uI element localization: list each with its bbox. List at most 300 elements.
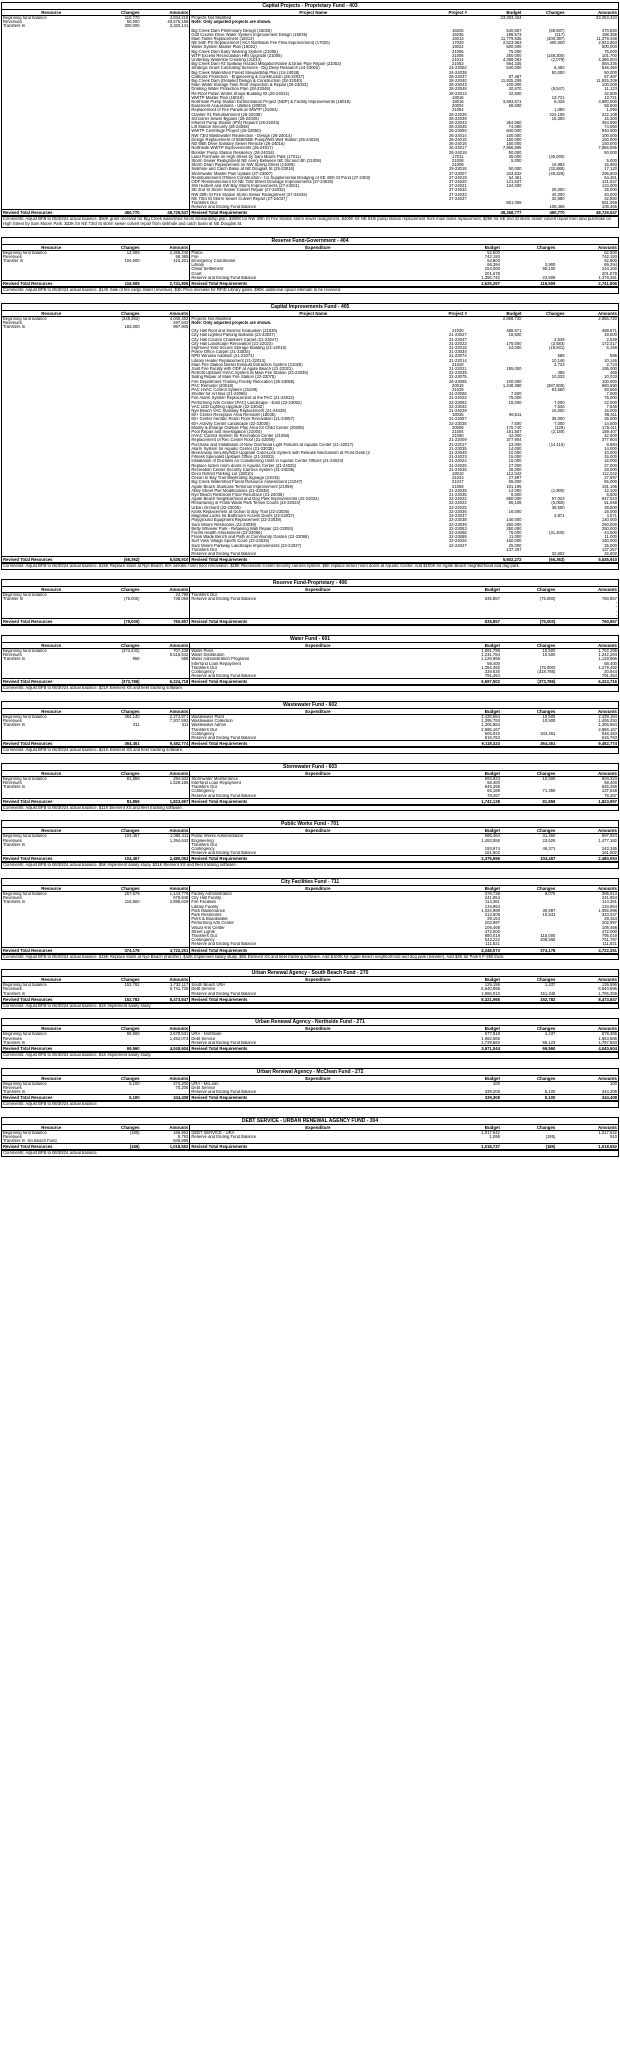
expenditure-value: 150,000 [601,539,617,544]
expenditure-label: NW 30th St Fire Station Storm Sewer Realignment (27-24033) [190,193,436,197]
column-header: Budget [445,977,500,983]
expenditure-label: WWTP Master Plan (18016) [190,96,436,100]
total-label: Revised Total Resources [2,856,101,862]
total-value: 5,535,910 [566,557,618,563]
resource-value: 707,438 [173,648,189,653]
expenditure-label: Note: Only adjusted projects are shown. [190,20,436,24]
resource-value: 116,500 [124,900,140,905]
total-label: Revised Total Requirements [190,618,446,624]
expenditure-label: Library Heater Replacement (21-22014) [190,359,436,363]
expenditure-value: 11,825,209 [596,79,617,84]
column-header: Changes [501,886,556,892]
total-label: Revised Total Resources [2,996,101,1002]
expenditure-label: Reserve and Ending Fund Balance [190,276,446,281]
expenditure-value: 121,537 [601,179,617,184]
expenditure-label: Easement Acquisitions - Utilities (20002) [190,104,436,108]
expenditure-value: (1,900) [551,488,565,493]
expenditure-value: 343,832 [506,171,522,176]
total-value: 5,535,910 [141,557,190,563]
total-value: 81,859 [501,798,556,804]
expenditure-value: 21-23066 [448,392,467,397]
expenditure-value: 751,787 [601,938,617,943]
expenditure-value: 21006 [451,53,464,58]
total-value: 116,509 [101,280,141,286]
fund-section [1,969,619,1009]
expenditure-value: 500,000 [506,45,522,50]
column-header: Expenditure [190,709,446,715]
resource-value: 1,143,776 [169,891,189,896]
column-header: Project Name [190,311,436,317]
expenditure-value: 1,306,884 [598,723,617,728]
expenditure-value: 100,000 [506,83,522,88]
expenditure-value: 1,691,796 [481,648,500,653]
expenditure-value: 1,095 [489,1135,500,1140]
expenditure-value: 58,400 [604,661,617,666]
expenditure-label: Public Works Administration [190,834,446,839]
expenditure-value: 15,300 [551,116,565,121]
expenditure-label: URA - Northside [190,1032,446,1037]
expenditure-label: Northside WWTP Improvements (26-24017) [190,146,436,150]
column-header: Changes [501,1076,556,1082]
expenditure-value: 202,997 [601,921,617,926]
expenditure-value: 15035 [451,32,464,37]
expenditure-value: 343,451 [540,731,556,736]
expenditure-label: Reserve and Ending Fund Balance [190,794,446,799]
expenditure-value: 791,454 [601,674,617,679]
fund-comment: Comments: Adjust BFB to 06/30/24 actual balance. $1K Implement salary study. [2,1003,618,1009]
expenditure-value: 5,000 [606,158,617,163]
expenditure-value: 125,159 [484,982,500,988]
fund-table [2,311,618,564]
fund-section [1,820,619,869]
expenditure-label: Alarm System for Aquatic Center (21-23035) [190,447,436,451]
expenditure-label: Pool Repair and Investigation (21004) [190,430,436,434]
column-header: Changes [501,587,556,593]
expenditure-label: Northside Pump Station Dichlorination Project (NDP) & Facility Improvements (18016) [190,100,436,104]
expenditure-value: 21-22014 [448,358,467,363]
expenditure-value: 17011 [452,154,464,159]
expenditure-value: 22-23039 [448,371,467,376]
total-value: 1,018,737 [445,1144,500,1150]
expenditure-value: 604,323 [601,776,617,781]
expenditure-value: 42,000 [508,434,522,439]
resource-value: 364,140 [124,714,140,719]
total-value: 5,100 [501,1095,556,1101]
expenditure-value: 14,000 [508,446,522,451]
resource-label: Transfer In [3,596,24,601]
expenditure-label: Clarifier #1 Refurbishment (26-22038) [190,113,436,117]
fund-title: Water Fund - 601 [2,636,618,643]
resource-label: Revenues [3,254,22,259]
expenditure-value: 198,356 [601,32,617,37]
total-label: Revised Total Requirements [190,947,446,953]
expenditure-value: 151,345 [540,991,556,996]
column-header: Amounts [566,311,618,317]
expenditure-value: 32,602 [604,551,617,556]
expenditure-label: Projects Not Modified [190,16,436,21]
expenditure-value: 1,477,182 [598,838,617,843]
fund-comment: Comments: Adjust BFB to 06/30/24 actual balance. $14K Sale of fire cargo trailer (revenue). $3K Price increase for RFID Library gates. $90K additional opioid estimate to be received. [2,287,618,293]
resource-value: (75,000) [123,596,140,601]
column-header: Expenditure [190,886,446,892]
expenditure-value: 241,854 [601,896,617,901]
expenditure-value: 6,429 [554,100,565,105]
expenditure-value: 137,257 [601,547,617,552]
resource-label: Beginning fund balance [3,316,47,321]
expenditure-value: 488,671 [506,329,522,334]
expenditure-value: 175,740 [506,425,522,430]
expenditure-value: 1,129,966 [598,657,617,662]
column-header: Resource [2,587,101,593]
expenditure-label: Engineering [190,839,446,843]
expenditure-value: 101,700 [601,53,617,58]
expenditure-value: 17020 [451,41,464,46]
expenditure-value: 58,500 [604,104,617,109]
expenditure-value: 7,000 [554,421,565,426]
resource-value: 12,009 [126,250,140,255]
expenditure-value: (2,683) [551,341,565,346]
expenditure-value: 2,923,953 [598,41,617,46]
expenditure-value: 27,697 [508,476,522,481]
total-value: 5,100 [101,1095,141,1101]
expenditure-label: Reserve and Ending Fund Balance [190,736,446,741]
expenditure-value: (217) [554,32,565,37]
expenditure-label: Transfers Out [190,785,446,789]
resource-label: Transfer In [3,258,24,263]
expenditure-value: 4,388,083 [502,58,522,63]
column-header: Amounts [556,977,618,983]
expenditure-value: 12,100 [604,488,617,493]
total-value: 364,451 [101,741,141,747]
expenditure-value: 90,100 [542,267,556,272]
expenditure-value: 56,108 [508,501,522,506]
expenditure-value: 65,000 [508,480,522,485]
expenditure-value: 202,997 [484,921,500,926]
fund-comment: Comments: Adjust BFB to 06/30/24 actual balance. [2,1101,618,1107]
expenditure-label: WWTP Centrifuge Project (26-23050) [190,129,436,133]
expenditure-value: 27-23007 [448,171,467,176]
column-header: Changes [101,886,141,892]
expenditure-value: 16013 [451,37,464,42]
expenditure-value: 87,487 [604,74,617,79]
total-value: 4,040,604 [556,1046,618,1052]
expenditure-label: Agate Beach Neighborhood and Dog Park Improvements (22-22022) [190,497,436,501]
expenditure-label: Contingency [190,847,446,851]
expenditure-value: 21-23049 [448,451,467,456]
expenditure-value: 546,460 [601,66,617,71]
fund-title: Stormwater Fund - 603 [2,764,618,771]
expenditure-value: 22-23075 [448,375,467,380]
fund-table [2,1076,618,1102]
expenditure-label: 60+ Center Aerobic Room Floor Renovation (21-24057) [190,417,436,421]
expenditure-value: 27-24033 [448,192,467,197]
expenditure-value: 6,460 [554,66,565,71]
expenditure-value: 377,904 [601,438,617,443]
expenditure-value: 1,395,793 [481,719,500,724]
expenditure-value: 244,100 [601,267,617,272]
expenditure-value: 593,823 [484,776,500,781]
expenditure-value: 21-23035 [448,446,467,451]
resource-label: Beginning fund balance [3,891,47,896]
expenditure-value: 21-23038 [448,488,467,493]
total-label: Revised Total Resources [2,1046,101,1052]
expenditure-value: (387,800) [546,383,565,388]
fund-table [2,1125,618,1151]
expenditure-value: 5,100 [544,1090,556,1095]
expenditure-label: Drinking Water Protection Plan (28-23048) [190,87,436,91]
expenditure-value: 150,000 [601,142,617,147]
expenditure-value: 2,900 [544,263,556,268]
column-header: Changes [101,709,141,715]
expenditure-value: 385,813 [601,891,617,896]
expenditure-label: Fire Department Training Facility Relocation (26-23055) [190,380,436,384]
expenditure-value: 5,000 [511,158,522,163]
expenditure-value: 30,997 [542,908,556,913]
fund-section [1,579,619,626]
expenditure-label: Recreation Center Security Camera System (21-24036) [190,468,436,472]
expenditure-value: 21-22009 [448,438,467,443]
expenditure-value: 26-22039 [448,116,467,121]
total-label: Revised Total Resources [2,679,101,685]
expenditure-value: 27-24019 [448,175,467,180]
total-value: 3,971,044 [445,1046,500,1052]
expenditure-label: Abby Street Pier Modifications (21-23038) [190,489,436,493]
expenditure-value: 27-24020 [448,179,467,184]
total-value: 8,321,065 [445,996,500,1002]
expenditure-value: 21054 [451,108,464,113]
column-header: Changes [101,1076,141,1082]
expenditure-value: 18016 [451,95,464,100]
fund-title: Urban Renewal Agency - South Beach Fund - 270 [2,970,618,977]
resource-label: Revenues [3,719,22,724]
expenditure-value: 52,500 [604,250,617,255]
expenditure-value: 22-23038 [448,518,467,523]
resource-value: 58,365 [175,254,189,259]
expenditure-label: Storm Sewer Realignment NE Avery Between NE 3rd and 4th (21008) [190,159,436,163]
resource-value: 2,268,240 [169,250,189,255]
expenditure-label: Reserve and Ending Fund Balance [190,205,436,210]
expenditure-value: 24-23002 [448,66,467,71]
expenditure-value: 50,000 [508,167,522,172]
expenditure-value: 22-23068 [448,535,467,540]
expenditure-value: 1,797,683 [598,1040,617,1045]
expenditure-value: 1,354,492 [481,665,500,670]
expenditure-value: 23,626 [542,838,556,843]
total-row [2,1144,618,1150]
expenditure-value: 21-23027 [448,333,467,338]
total-label: Revised Total Requirements [190,1144,446,1150]
expenditure-value: (75,000) [539,665,556,670]
resource-label: Revenues [3,1085,22,1090]
total-label: Revised Total Resources [2,798,101,804]
expenditure-label: NW 73rd Wastewater Redirection - Design (26-24014) [190,134,436,138]
expenditure-value: 140,000 [506,518,522,523]
expenditure-value: 7,500 [511,392,522,397]
total-value: 760,857 [556,618,618,624]
total-value: 152,782 [501,996,556,1002]
expenditure-value: 50,000 [508,150,522,155]
column-header: Amounts [141,10,190,16]
expenditure-value: 4,871 [606,514,617,519]
expenditure-label: Lift Station Security (26-23048) [190,125,436,129]
expenditure-value: 40,000 [551,192,565,197]
expenditure-value: 52,800 [604,258,617,263]
expenditure-value: 376,738 [484,891,500,896]
total-value: 152,782 [101,996,141,1002]
expenditure-label: Sam Moore Parkway Landscape Improvements (22-24027) [190,544,436,548]
total-value: 1,823,997 [556,798,618,804]
total-label: Revised Total Requirements [190,1095,446,1101]
expenditure-label: Transfers Out [190,592,446,597]
resource-label: Transfers In [3,324,26,329]
expenditure-label: Influent Pump Station (IPS) Repairs (26-22043) [190,121,436,125]
expenditure-value: 159,407 [601,430,617,435]
fund-section [1,303,619,570]
total-label: Revised Total Requirements [190,679,446,685]
expenditure-value: 21028 [451,362,464,367]
expenditure-value: 7,546 [606,404,617,409]
column-header: Amounts [556,886,618,892]
total-row [2,280,618,286]
expenditure-value: 680,019 [484,934,500,939]
resource-value: 736,059 [173,596,189,601]
expenditure-value: 1,663,566 [598,1036,617,1041]
resource-label: Beginning fund balance [3,833,47,839]
expenditure-label: Transfers Out [190,548,436,552]
expenditure-label: Reserve and Ending Fund Balance [190,552,436,557]
column-header: Amounts [556,709,618,715]
total-value: 9,482,774 [556,741,618,747]
expenditure-label: URA - McLean [190,1081,446,1086]
expenditure-value: 16,000 [508,509,522,514]
expenditure-value: 1,706,355 [598,991,617,996]
fund-comment: Comments: Adjust BFB to 06/30/24 actual balance. $50K grant received for Big Creek watershed forest stewardship plan. $300K for NW 30th St Fire Station storm sewer realignment. $400K for NE 54th pump station replacement from main tanks replacement. $25K for SE 2nd St storm sewer culvert repair from land purchase on High Street by Sam Moore Park. $33K for NE 73rd St storm sewer culvert repair from sinkhole and catch basin at NE Douglas St. [2,216,618,226]
fund-comment: Comments: Adjust BFB to 06/30/24 actual balance. $5K Implement salary study. $31K Element XS and fleet tracking software. [2,862,618,868]
expenditure-value: 114,381 [485,900,500,905]
total-value: 5,602,272 [479,557,522,563]
expenditure-value: 339,208 [484,1090,500,1095]
expenditure-value: 13,721 [604,95,617,100]
expenditure-label: Police Office Carpet (21-23034) [190,350,436,354]
fund-table [2,828,618,862]
expenditure-value: 50,000 [551,70,565,75]
expenditure-value: 500,000 [601,45,617,50]
expenditure-value: 222,108 [601,112,617,117]
expenditure-value: 543,222 [484,938,500,943]
expenditure-value: 74,060 [604,125,617,130]
expenditure-label: City Hall Roof and Seismic Evaluation (21030) [190,329,436,333]
resource-label: Transfers In -So Beach Fund [3,1139,57,1144]
expenditure-label: 60+ Center Reception Area Remodel (18035) [190,413,436,417]
expenditure-label: Library [190,263,446,267]
total-row [2,210,618,216]
resource-value: 110,770 [124,15,140,20]
expenditure-value: 1,055,996 [598,908,617,913]
expenditure-label: Joint Fire Facility with ODF at Agate Beach (21-22021) [190,367,436,371]
expenditure-value: 100 [492,1081,500,1086]
resource-value: 69,560 [126,1031,140,1037]
expenditure-value: 100,000 [506,133,522,138]
expenditure-value: (35,000) [548,154,565,159]
resource-value: 5,516,642 [169,653,189,658]
resource-value: 311 [181,723,189,728]
expenditure-value: (318,786) [537,669,556,674]
expenditure-value: 1,090 [554,108,565,113]
expenditure-value: 134,954 [601,904,617,909]
expenditure-value: 615,763 [484,735,500,740]
expenditure-value: 23,263,434 [596,15,617,20]
column-header: Expenditure [190,977,446,983]
expenditure-value: 21-23074 [448,354,467,359]
expenditure-label: DEBT SERVICE - URA [190,1130,446,1135]
expenditure-value: 28,154 [487,917,500,922]
expenditure-value: 44,600 [604,530,617,535]
fund-section [1,763,619,812]
expenditure-label: Transfers Out [190,934,446,938]
total-label: Revised Total Resources [2,947,101,953]
column-header: Resource [2,10,101,16]
column-header: Changes [501,643,556,649]
expenditure-value: 21043 [451,476,464,481]
total-value: 104,457 [501,856,556,862]
resource-value: 183,000 [124,324,140,329]
expenditure-value: 21-24024 [448,459,467,464]
expenditure-value: 18016 [451,100,464,105]
total-label: Revised Total Resources [2,618,101,624]
expenditure-label: Contingency [190,789,446,793]
column-header: Amounts [556,1026,618,1032]
column-header: Amounts [141,1125,190,1131]
expenditure-value: 35,000 [508,154,522,159]
expenditure-value: 21-24023 [448,455,467,460]
expenditure-label: Main Tanks Replacement (16013) [190,37,436,41]
column-header: Budget [445,1076,500,1082]
expenditure-label: Water Plant [190,648,446,653]
expenditure-value: 114,381 [602,900,617,905]
resource-value: 3,320,141 [169,24,189,29]
resource-value: 1,529,155 [169,780,189,785]
expenditure-value: 20008 [451,425,464,430]
expenditure-label: Reserve and Ending Fund Balance [190,992,446,996]
expenditure-label: Stormwater Master Plan Update (27-23007) [190,172,436,176]
expenditure-value: 26-24015 [448,137,467,142]
expenditure-value: (148,300) [546,53,565,58]
expenditure-value: 2,866,167 [598,727,617,732]
expenditure-value: 1,248,390 [502,383,522,388]
expenditure-value: 21-22023 [448,341,467,346]
expenditure-label: Main Fire Station Diesel Exhaust Extraction System (21028) [190,363,436,367]
expenditure-value: 108,465 [601,205,617,210]
resource-value: 2,578,531 [169,1031,189,1037]
expenditure-value: 100,000 [601,379,617,384]
resource-value: (249,362) [121,316,140,321]
expenditure-value: (32,880) [548,167,565,172]
expenditure-value: 15,300 [604,116,617,121]
expenditure-value: 25,000 [604,188,617,193]
expenditure-value: 26-23055 [448,379,467,384]
expenditure-label: Golf Course Drive Water System Improvement Design (15035) [190,33,436,37]
expenditure-value: 10,500 [542,714,556,719]
expenditure-value: 32,880 [551,196,565,201]
expenditure-value: 21030 [451,329,464,334]
expenditure-value: 22-23042 [448,404,467,409]
expenditure-label: ODF Reimbursement for NE 73rd Street Drainage Improvements (27-24020) [190,180,436,184]
total-label: Revised Total Requirements [190,741,446,747]
resource-value: 40,575,188 [167,20,189,25]
expenditure-label: Projects Not Modified [190,316,436,321]
expenditure-value: 26-23050 [448,129,467,134]
expenditure-label: Ocean to Bay Trail Wayfinding Signage (21043) [190,476,436,480]
